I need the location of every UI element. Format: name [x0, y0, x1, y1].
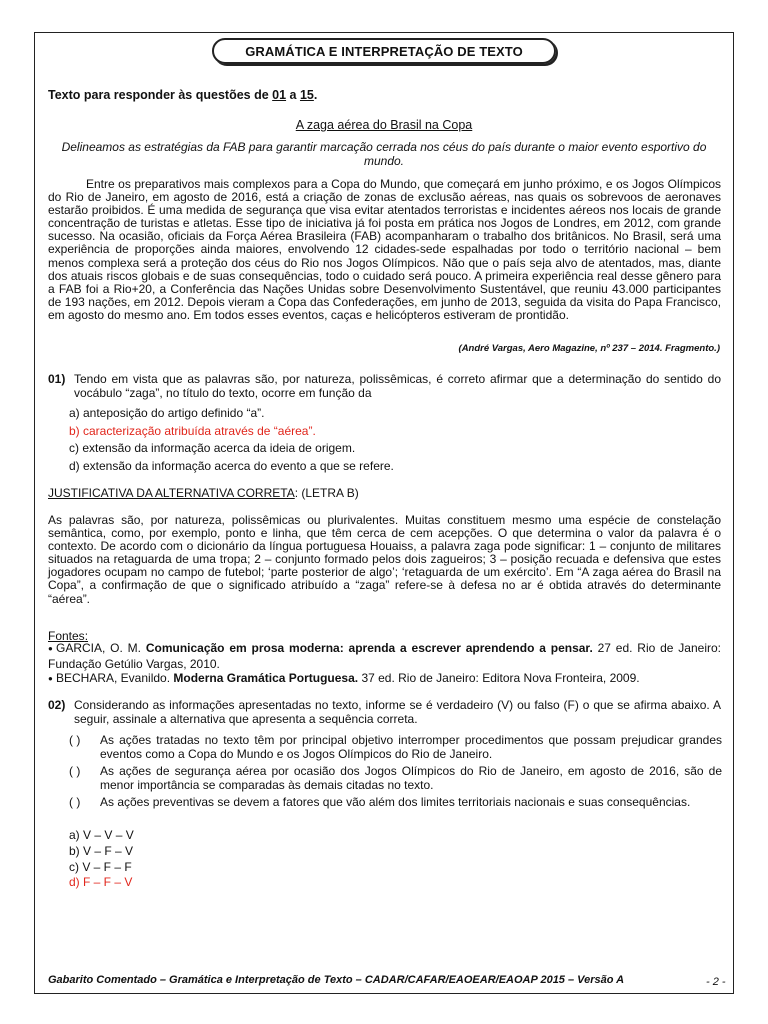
reference-item: ● BECHARA, Evanildo. Moderna Gramática Portuguesa. 37 ed. Rio de Janeiro: Editora Nova Fronteira, 2009. [48, 671, 640, 685]
tf-item: ( ) As ações preventivas se devem a fatores que vão além dos limites territoriais nacionais e suas consequências. [69, 795, 691, 809]
option-d-correct[interactable]: d) F – F – V [69, 875, 133, 890]
section-header [212, 38, 556, 64]
footer-text: Gabarito Comentado – Gramática e Interpretação de Texto – CADAR/CAFAR/EAOEAR/EAOAP 2015 – Versão A [48, 974, 625, 986]
article-subtitle: Delineamos as estratégias da FAB para garantir marcação cerrada nos céus do país durante o maior evento esportivo do mundo. [61, 140, 707, 168]
tf-checkbox[interactable]: ( ) [69, 795, 81, 809]
option-a[interactable]: a) anteposição do artigo definido “a”. [69, 406, 265, 420]
option-b[interactable]: b) V – F – V [69, 843, 134, 858]
intro-line: Texto para responder às questões de 01 a 15. [48, 88, 318, 102]
question-to: 15 [299, 88, 314, 102]
option-b-correct[interactable]: b) caracterização atribuída através de “aérea”. [69, 423, 316, 438]
tf-item: ( ) As ações de segurança aérea por ocasião dos Jogos Olímpicos do Rio de Janeiro, em agosto de 2016, são de menor importância se comparadas às demais citadas no texto. [69, 764, 722, 792]
question-1-options [69, 406, 394, 476]
question-stem: Tendo em vista que as palavras são, por natureza, polissêmicas, é correto afirmar que a determinação do sentido do vocábulo “zaga”, no título do texto, ocorre em função da [74, 372, 721, 400]
bullet-icon: ● [48, 644, 53, 653]
tf-checkbox[interactable]: ( ) [69, 733, 81, 747]
sources-heading: Fontes: [48, 629, 89, 643]
tf-item: ( ) As ações tratadas no texto têm por principal objetivo interromper procedimentos que possam prejudicar grandes eventos como a Copa do Mundo e os Jogos Olímpicos do Rio de Janeiro. [69, 733, 722, 761]
option-c[interactable]: c) V – F – F [69, 859, 132, 874]
reference-item: ● GARCIA, O. M. Comunicação em prosa moderna: aprenda a escrever aprendendo a pensar. 27 ed. Rio de Janeiro: Fundação Getúlio Vargas, 2010. [48, 641, 721, 671]
question-2-options [69, 828, 134, 891]
article-title: A zaga aérea do Brasil na Copa [295, 118, 473, 132]
question-1 [48, 372, 721, 400]
option-c[interactable]: c) extensão da informação acerca da ideia de origem. [69, 441, 356, 456]
option-a[interactable]: a) V – V – V [69, 828, 134, 842]
article-body: Entre os preparativos mais complexos para a Copa do Mundo, que começará em junho próximo, e os Jogos Olímpicos do Rio de Janeiro, em agosto de 2016, está a criação de zonas de exclusão aéreas, nas quais os sobrevoos de aeronaves estarão proibidos. É uma medida de segurança que visa evitar atentados terroristas e incidentes aéreos nos locais de grande concentração de turistas e atletas. Esse tipo de iniciativa já foi posta em prática nos Jogos de Londres, em 2012, com grande sucesso. Na ocasião, oficiais da Força Aérea Brasileira (FAB) acompanharam o trabalho dos britânicos. No Brasil, será uma experiência de proporções ainda maiores, envolvendo 12 cidades-sede espalhadas por todo o território nacional – bem menos complexa será a proteção dos céus do Rio nos Jogos Olímpicos. Não que o país seja alvo de atentados, mas, diante dos atuais riscos globais e de suas consequências, todo o cuidado será pouco. A primeira experiência real desse gênero para a FAB foi a Rio+20, a Conferência das Nações Unidas sobre Desenvolvimento Sustentável, que reuniu 43.000 participantes de 193 nações, em 2012. Depois vieram a Copa das Confederações, em junho de 2013, seguida da visita do Papa Francisco, em agosto do mesmo ano. Em todos esses eventos, caças e helicópteros estiveram de prontidão. [48, 177, 721, 322]
question-from: 01 [272, 88, 287, 102]
question-2 [48, 698, 721, 726]
question-stem: Considerando as informações apresentadas no texto, informe se é verdadeiro (V) ou falso (F) o que se afirma abaixo. A seguir, assinale a alternativa que apresenta a sequência correta. [74, 698, 721, 726]
question-number: 02) [48, 698, 66, 712]
article-source: (André Vargas, Aero Magazine, nº 237 – 2014. Fragmento.) [458, 343, 720, 354]
question-number: 01) [48, 372, 66, 386]
justification-heading: JUSTIFICATIVA DA ALTERNATIVA CORRETA: (LETRA B) [48, 486, 359, 500]
option-d[interactable]: d) extensão da informação acerca do evento a que se refere. [69, 458, 394, 473]
justification-body: As palavras são, por natureza, polissêmicas ou plurivalentes. Muitas constituem mesmo uma espécie de constelação semântica, como, por exemplo, ponto e linha, que têm cerca de cem acepções. O que determina o valor da palavra é o contexto. De acordo com o dicionário da língua portuguesa Houaiss, a palavra zaga pode significar: 1 – conjunto de militares situados na retaguarda de uma tropa; 2 – conjunto formado pelos dois zagueiros; 3 – posição recuada e defensiva que estes jogadores ocupam no campo de futebol; ‘parte posterior de algo’; ‘retaguarda de um exército’. Em “A zaga aérea do Brasil na Copa”, a confirmação de que o significado atribuído a “zaga” refere-se à defesa no ar é obtida através do determinante “aérea”. [48, 513, 721, 606]
section-title: GRAMÁTICA E INTERPRETAÇÃO DE TEXTO [245, 43, 523, 59]
page-number: - 2 - [706, 976, 726, 988]
bullet-icon: ● [48, 674, 53, 683]
tf-checkbox[interactable]: ( ) [69, 764, 81, 778]
